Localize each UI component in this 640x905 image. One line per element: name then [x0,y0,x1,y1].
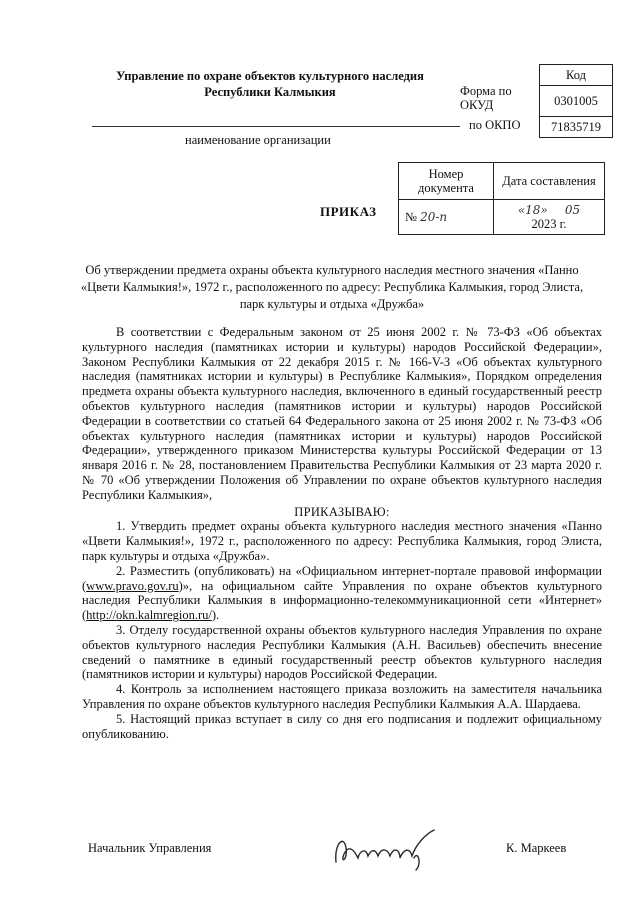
order-item-2 [82,564,602,623]
date-month: 05 [564,203,581,217]
okn-link[interactable]: http://okn.kalmregion.ru/ [86,608,212,623]
codes-table [539,64,613,138]
organization-name: Управление по охране объектов культурного наследия Республики Калмыкия [116,69,424,99]
number-prefix: № [405,209,417,224]
signatory-name: К. Маркеев [506,841,567,855]
order-item-5: 5. Настоящий приказ вступает в силу со дня его подписания и подлежит официальному опубликованию. [82,711,602,741]
date-header: Дата составления [494,163,605,200]
document-body [82,325,602,741]
okpo-code: 71835719 [540,117,613,138]
orders-heading: ПРИКАЗЫВАЮ: [294,504,390,519]
document-meta-table [398,162,605,235]
preamble: В соответствии с Федеральным законом от 25 июня 2002 г. № 73-ФЗ «Об объектах культурного наследия (памятниках истории и культуры) народов Российской Федерации», Законом Республики Калмыкия от 22 декабря 2015 г. № 166-V-З «Об объектах культурного наследия (памятниках истории и культуры) в Республике Калмыкия», Порядком определения предмета охраны объекта культурного наследия, включенного в единый государственный реестр объектов культурного наследия (памятников истории и культуры) народов Российской Федерации в соответствии со статьей 64 Федерального закона от 25 июня 2002 г. № 73-ФЗ «Об объектах культурного наследия (памятниках истории и культуры) народов Российской Федерации», утвержденного приказом Министерства культуры Российской Федерации от 13 января 2016 г. № 28, постановлением Правительства Республики Калмыкия от 23 марта 2020 г. № 70 «Об утверждении Положения об Управлении по охране объектов культурного наследия Республики Калмыкия», [82,325,602,502]
date-day: «18» [517,203,548,217]
pravo-link[interactable]: www.pravo.gov.ru [86,578,179,593]
order-item-2-text-a: 2. Разместить (опубликовать) на «Официальном интернет-портале правовой информации ( [82,563,602,593]
document-date [494,200,605,235]
date-year: 2023 г. [531,217,567,231]
order-item-3: 3. Отделу государственной охраны объектов культурного наследия Управления по охране объектов культурного наследия Республики Калмыкия (А.Н. Васильев) обеспечить внесение сведений о памятнике в единый государственный реестр объектов культурного наследия (памятников истории и культуры) народов Российской Федерации. [82,622,602,682]
signatory-role: Начальник Управления [88,841,212,855]
document-subject: Об утверждении предмета охраны объекта культурного наследия местного значения «Панно «Цвети Калмыкия!», 1972 г., расположенного по адресу: Республика Калмыкия, город Элиста, парк культуры и отдыха «Дружба» [80,263,584,311]
order-item-2-text-b: )», на официальном сайте Управления по охране объектов культурного наследия Республики Калмыкия в информационно-телекоммуникационной сети «Интернет» ( [82,578,602,623]
document-number [399,200,494,235]
number-header: Номер документа [399,163,494,200]
organization-underline [92,126,460,127]
document-title: ПРИКАЗ [320,204,377,219]
order-item-4: 4. Контроль за исполнением настоящего приказа возложить на заместителя начальника Управления по охране объектов культурного наследия Республики Калмыкия А.А. Шардаева. [82,682,602,711]
code-header: Код [540,65,613,86]
okud-code: 0301005 [540,86,613,117]
handwritten-signature [330,824,450,874]
order-item-1: 1. Утвердить предмет охраны объекта культурного наследия местного значения «Панно «Цвети Калмыкия!», 1972 г., расположенного по адресу: Республика Калмыкия, город Элиста, парк культуры и отдыха «Дружба». [82,519,602,563]
number-handwritten: 20-п [420,209,448,224]
okpo-label: по ОКПО [469,118,521,132]
organization-caption: наименование организации [185,133,331,147]
form-okud-label: Форма по ОКУД [460,84,512,112]
order-item-2-text-c: ). [211,608,220,623]
